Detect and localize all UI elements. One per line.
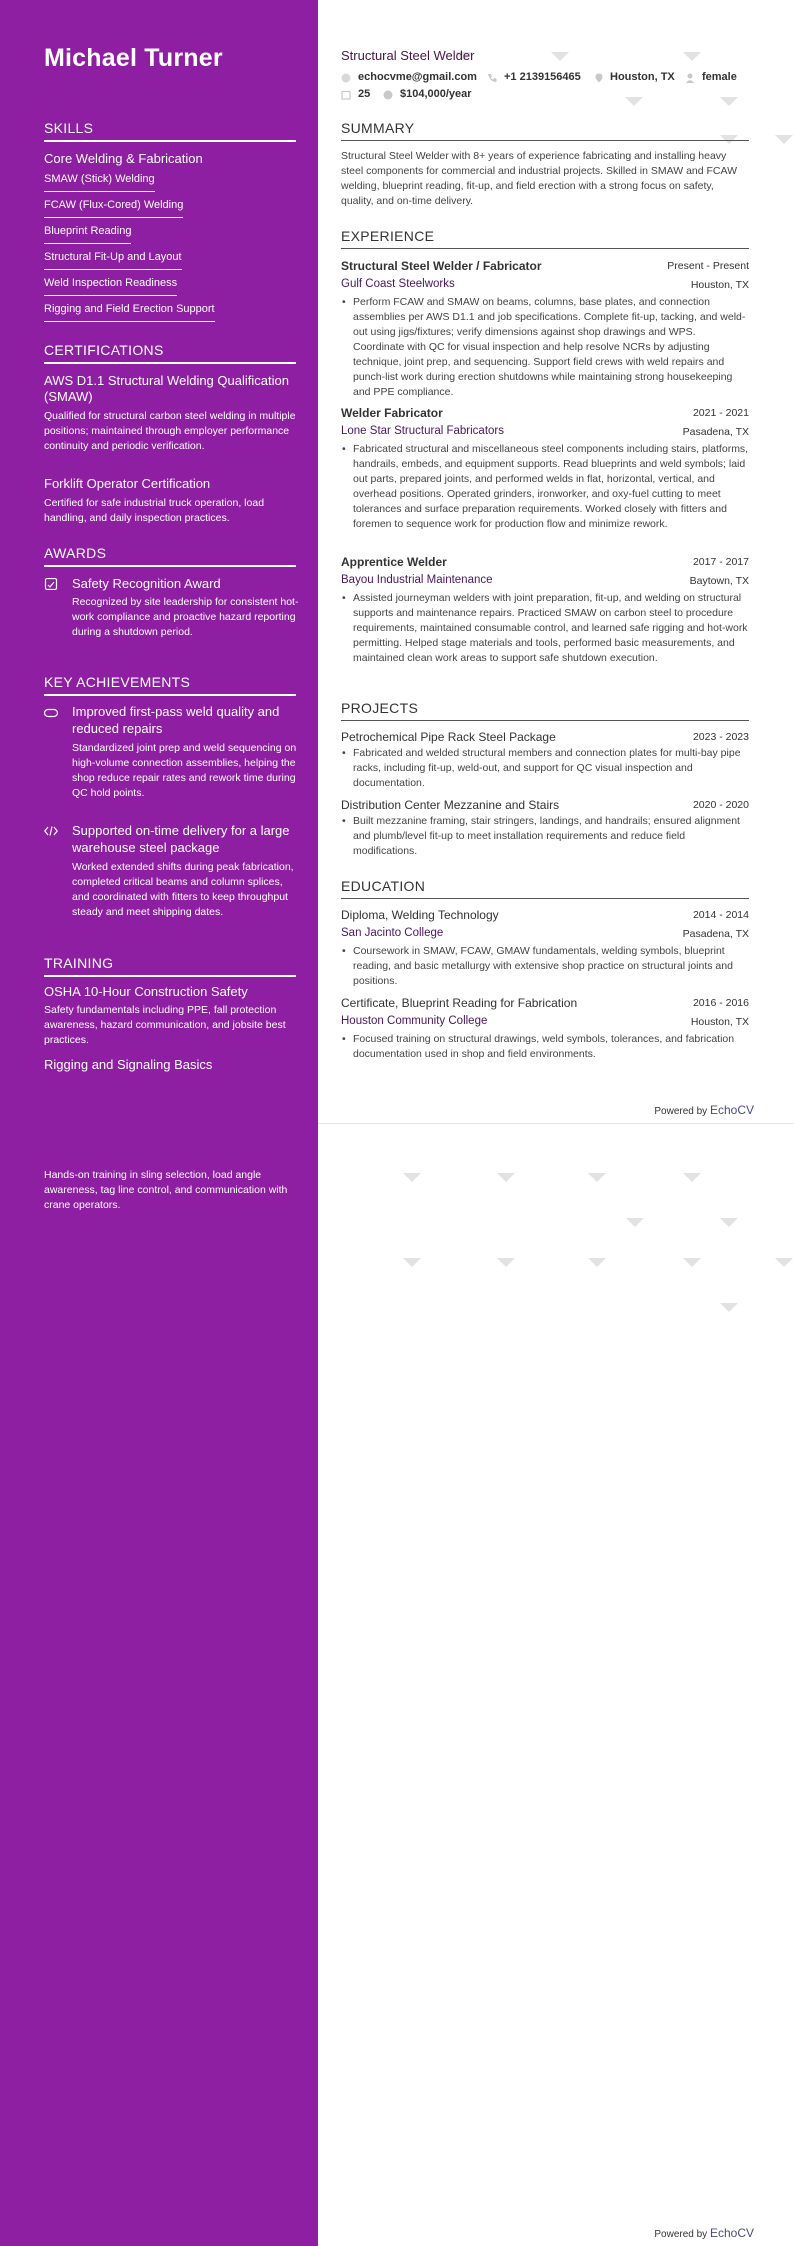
decor-triangle [683, 52, 701, 61]
company-location: Pasadena, TX [682, 426, 749, 438]
school-location: Pasadena, TX [682, 928, 749, 940]
decor-triangle [625, 97, 643, 106]
education-heading: EDUCATION [341, 878, 749, 899]
summary-heading: SUMMARY [341, 120, 749, 141]
decor-triangle [720, 1303, 738, 1312]
decor-triangle [403, 1173, 421, 1182]
skills-heading: SKILLS [44, 120, 296, 142]
education-dates: 2016 - 2016 [692, 997, 749, 1009]
skill-item: Structural Fit-Up and Layout [44, 251, 182, 270]
person-icon [685, 73, 695, 83]
award-text: Recognized by site leadership for consistent hot-work compliance and proactive hazard reporting during a shutdown period. [72, 596, 299, 638]
school-name: Houston Community College [341, 1015, 488, 1027]
school-name: San Jacinto College [341, 927, 444, 939]
projects-heading: PROJECTS [341, 700, 749, 721]
role-title: Welder Fabricator [341, 406, 443, 420]
contact-email: echocvme@gmail.com [358, 71, 477, 83]
contact-gender: female [702, 71, 737, 83]
code-icon [44, 825, 58, 837]
decor-triangle [720, 1218, 738, 1227]
company-name: Lone Star Structural Fabricators [341, 425, 504, 437]
cert-title: Forklift Operator Certification [44, 476, 211, 491]
page-divider [318, 1123, 794, 1124]
project-dates: 2023 - 2023 [692, 731, 749, 743]
powered-by [654, 1103, 754, 1117]
role-bullet: • Assisted journeyman welders with joint preparation, fit-up, and welding on structural supports and maintenance repairs. Practiced SMAW on carbon steel to procedure requirements, maintained consumable control, and learned safe rigging and hot-work permitting. Helped stage materials and tools, performed basic measurements, and maintained clean work areas to support safe shutdown execution. [353, 591, 749, 666]
project-title: Distribution Center Mezzanine and Stairs [341, 798, 560, 812]
candidate-name: Michael Turner [44, 44, 223, 72]
experience-heading: EXPERIENCE [341, 228, 749, 249]
project-title: Petrochemical Pipe Rack Steel Package [341, 730, 556, 744]
education-title: Diploma, Welding Technology [341, 908, 499, 922]
cert-text: Certified for safe industrial truck operation, load handling, and daily inspection practices. [44, 497, 265, 524]
decor-triangle [683, 1173, 701, 1182]
decor-triangle [683, 1258, 701, 1267]
role-dates: 2021 - 2021 [692, 407, 749, 419]
training-title: Rigging and Signaling Basics [44, 1057, 213, 1072]
skills-main: Core Welding & Fabrication [44, 151, 203, 166]
decor-triangle [588, 1258, 606, 1267]
decor-triangle [497, 1258, 515, 1267]
calendar-icon [341, 90, 351, 100]
education-bullet: • Coursework in SMAW, FCAW, GMAW fundamentals, welding symbols, blueprint reading, and basic metallurgy with extensive shop practice on structural joints and positions. [353, 944, 749, 989]
skill-item: Blueprint Reading [44, 225, 131, 244]
achievement-title: Improved first-pass weld quality and reduced repairs [72, 704, 280, 736]
achievements-heading: KEY ACHIEVEMENTS [44, 674, 296, 696]
company-name: Gulf Coast Steelworks [341, 278, 455, 290]
role-dates: Present - Present [667, 260, 749, 272]
headline: Structural Steel Welder [341, 48, 475, 63]
award-title: Safety Recognition Award [72, 576, 221, 591]
achievement-text: Standardized joint prep and weld sequencing on high-volume connection assemblies, helping the shop reduce repair rates and rework time during QC hold points. [72, 742, 297, 799]
contact-location: Houston, TX [610, 71, 675, 83]
decor-triangle [403, 1258, 421, 1267]
education-title: Certificate, Blueprint Reading for Fabrication [341, 996, 578, 1010]
skill-item: Rigging and Field Erection Support [44, 303, 215, 322]
role-dates: 2017 - 2017 [692, 556, 749, 568]
summary-text: Structural Steel Welder with 8+ years of experience fabricating and installing heavy steel components for commercial and industrial projects. Skilled in SMAW and FCAW welding, blueprint reading, fit-up, and field erection with a strong focus on safety, quality, and on-time delivery. [341, 150, 738, 207]
skill-item: Weld Inspection Readiness [44, 277, 177, 296]
phone-icon [487, 73, 497, 83]
company-name: Bayou Industrial Maintenance [341, 574, 493, 586]
education-dates: 2014 - 2014 [692, 909, 749, 921]
powered-label: Powered by [654, 1106, 708, 1117]
certifications-heading: CERTIFICATIONS [44, 342, 296, 364]
contact-salary: $104,000/year [400, 88, 472, 100]
decor-triangle [720, 97, 738, 106]
project-bullet: • Fabricated and welded structural members and connection plates for multi-bay pipe racks, including fit-up, weld-out, and support for QC visual inspection and documentation. [353, 746, 749, 791]
role-title: Apprentice Welder [341, 555, 447, 569]
cert-text: Qualified for structural carbon steel welding in multiple positions; maintained through employer performance continuity and periodic verification. [44, 410, 296, 452]
email-icon [341, 73, 351, 83]
decor-triangle [775, 1258, 793, 1267]
education-bullet: • Focused training on structural drawings, weld symbols, tolerances, and fabrication documentation used in shop and field environments. [353, 1032, 749, 1062]
skill-item: FCAW (Flux-Cored) Welding [44, 199, 183, 218]
decor-triangle [497, 1173, 515, 1182]
achievement-title: Supported on-time delivery for a large warehouse steel package [72, 823, 290, 855]
powered-by [654, 2226, 754, 2240]
school-location: Houston, TX [690, 1016, 749, 1028]
decor-triangle [551, 52, 569, 61]
salary-icon [383, 90, 393, 100]
role-bullet: • Fabricated structural and miscellaneous steel components including stairs, platforms, handrails, embeds, and equipment supports. Read blueprints and weld symbols; laid out parts, prepared joints, and performed welds in flat, horizontal, vertical, and overhead positions. Operated grinders, ironworker, and oxy-fuel cutting to meet tolerances and surface preparation requirements. Worked closely with fitters and foremen to sequence work for production flow and minimize rework. [353, 442, 749, 532]
role-bullet: • Perform FCAW and SMAW on beams, columns, base plates, and connection assemblies per AWS D1.1 and job specifications. Complete fit-up, tacking, and weld-out using jigs/fixtures; verify dimensions against shop drawings and WPS. Coordinate with QC for visual inspection and help resolve NCRs by adjusting technique, joint prep, and sequencing. Support field crews with weld repairs and punch-list work during erection shutdowns while maintaining strong housekeeping and PPE compliance. [353, 295, 749, 400]
training-title: OSHA 10-Hour Construction Safety [44, 984, 248, 999]
decor-triangle [775, 135, 793, 144]
location-icon [594, 73, 604, 83]
brand-logo: EchoCV [709, 2226, 754, 2240]
powered-label: Powered by [654, 2229, 708, 2240]
skill-item: SMAW (Stick) Welding [44, 173, 155, 192]
training-text: Hands-on training in sling selection, load angle awareness, tag line control, and communication with crane operators. [44, 1169, 288, 1211]
brand-logo: EchoCV [709, 1103, 754, 1117]
decor-triangle [626, 1218, 644, 1227]
contact-age: 25 [358, 88, 371, 100]
project-bullet: • Built mezzanine framing, stair stringers, landings, and handrails; ensured alignment and plumb/level fit-up to meet installation requirements and reduce field modifications. [353, 814, 749, 859]
sidebar [0, 0, 318, 2246]
company-location: Baytown, TX [689, 575, 749, 587]
cert-title: AWS D1.1 Structural Welding Qualification (SMAW) [44, 373, 289, 404]
role-title: Structural Steel Welder / Fabricator [341, 259, 542, 273]
contact-phone: +1 2139156465 [504, 71, 581, 83]
decor-triangle [588, 1173, 606, 1182]
company-location: Houston, TX [690, 279, 749, 291]
award-icon [44, 578, 58, 590]
project-dates: 2020 - 2020 [692, 799, 749, 811]
training-text: Safety fundamentals including PPE, fall protection awareness, hazard communication, and jobsite best practices. [44, 1004, 286, 1046]
badge-icon [44, 707, 58, 719]
awards-heading: AWARDS [44, 545, 296, 567]
training-heading: TRAINING [44, 955, 296, 977]
achievement-text: Worked extended shifts during peak fabrication, completed critical beams and column splices, and coordinated with fitters to keep throughput steady and meet shipping dates. [72, 861, 294, 918]
